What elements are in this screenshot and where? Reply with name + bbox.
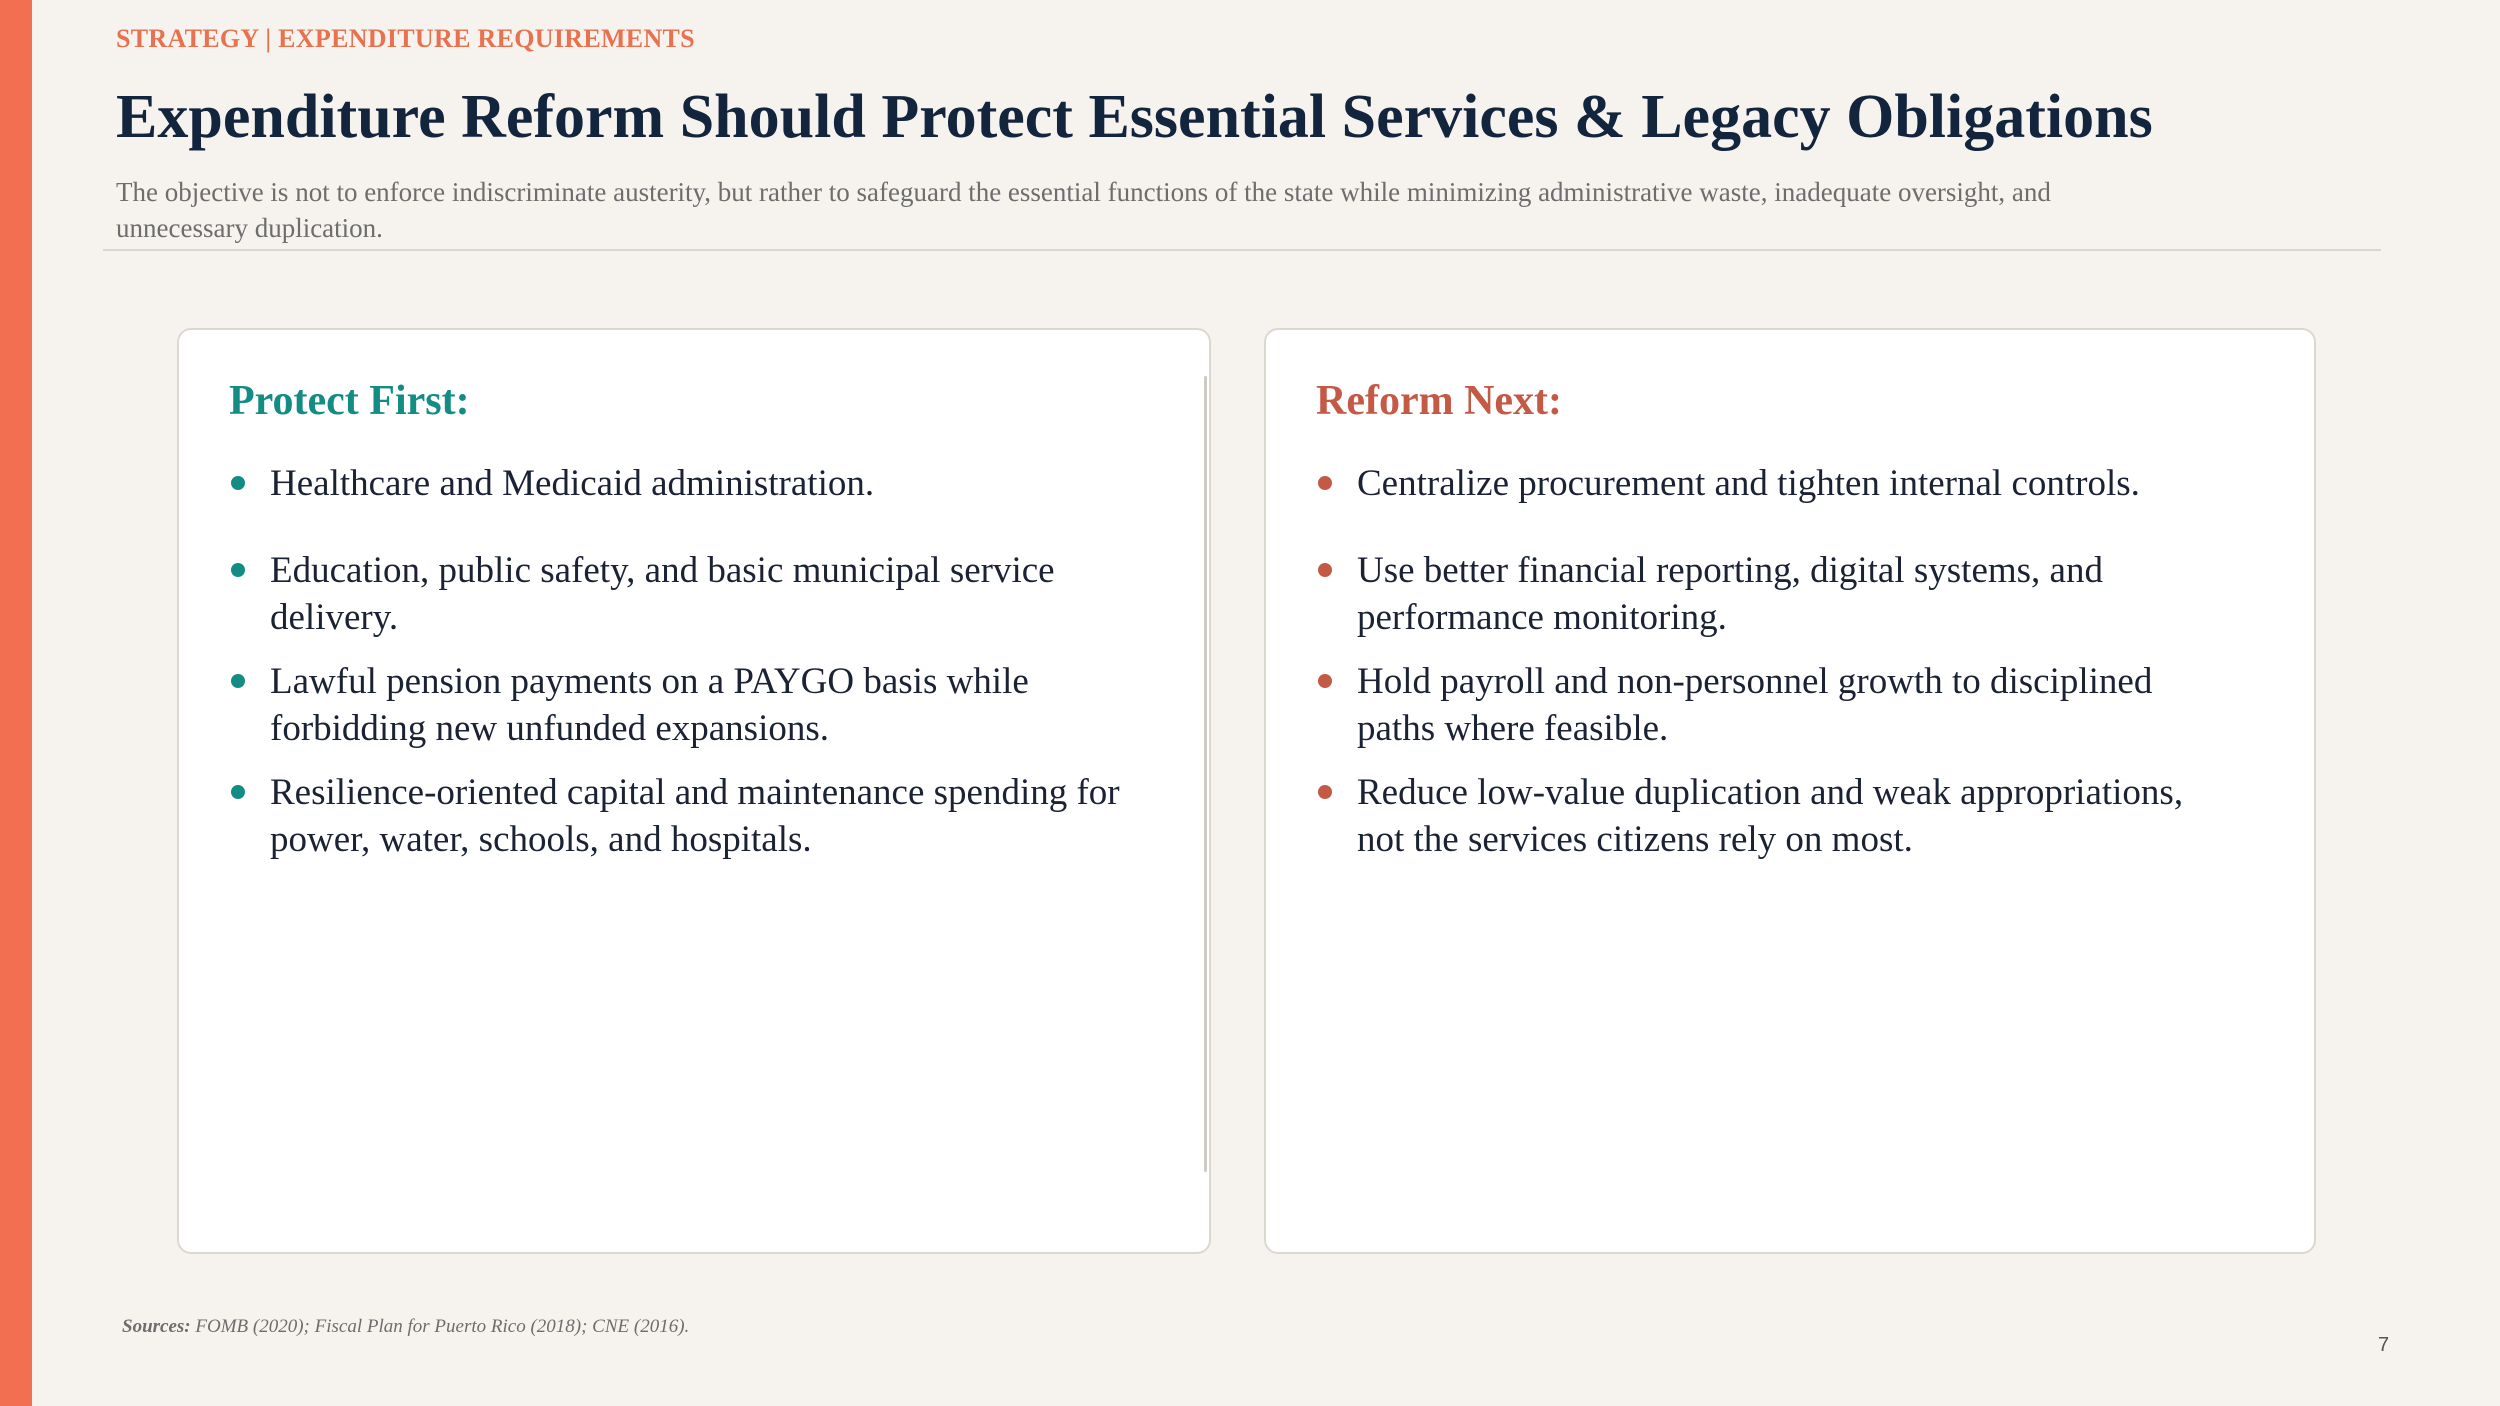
- bullet-dot-icon: [231, 674, 245, 688]
- list-item: [1316, 547, 2236, 641]
- protect-first-card: [177, 328, 1211, 1254]
- bullet-dot-icon: [231, 563, 245, 577]
- protect-first-list: [229, 460, 1149, 880]
- bullet-dot-icon: [231, 476, 245, 490]
- bullet-dot-icon: [1318, 674, 1332, 688]
- list-item-text: Resilience-oriented capital and maintenance spending for power, water, schools, and hospitals.: [270, 772, 1120, 860]
- bullet-dot-icon: [1318, 785, 1332, 799]
- accent-bar: [0, 0, 32, 1406]
- page-number: 7: [2378, 1334, 2390, 1356]
- list-item-text: Centralize procurement and tighten internal controls.: [1357, 463, 2140, 504]
- list-item-text: Education, public safety, and basic municipal service delivery.: [270, 550, 1055, 638]
- list-item: [1316, 658, 2236, 752]
- header-divider: [103, 249, 2381, 251]
- list-item: [1316, 460, 2236, 507]
- reform-next-card: [1264, 328, 2316, 1254]
- list-item: [1316, 769, 2236, 863]
- bullet-dot-icon: [1318, 476, 1332, 490]
- bullet-dot-icon: [1318, 563, 1332, 577]
- list-item: [229, 769, 1149, 863]
- card-scrollbar[interactable]: [1204, 376, 1207, 1172]
- slide-subtitle: The objective is not to enforce indiscriminate austerity, but rather to safeguard the essential functions of the state while minimizing administrative waste, inadequate oversight, and unnecessary duplication.: [116, 177, 2051, 243]
- bullet-dot-icon: [231, 785, 245, 799]
- list-item-text: Healthcare and Medicaid administration.: [270, 463, 875, 504]
- reform-next-heading: Reform Next:: [1316, 378, 1563, 424]
- list-item-text: Use better financial reporting, digital systems, and performance monitoring.: [1357, 550, 2103, 638]
- list-item: [229, 460, 1149, 507]
- sources-label: Sources:: [122, 1316, 191, 1337]
- list-item: [229, 658, 1149, 752]
- list-item-text: Hold payroll and non-personnel growth to disciplined paths where feasible.: [1357, 661, 2153, 749]
- sources-text: FOMB (2020); Fiscal Plan for Puerto Rico (2018); CNE (2016).: [190, 1316, 690, 1337]
- sources-note: [122, 1316, 689, 1338]
- slide-title: Expenditure Reform Should Protect Essential Services & Legacy Obligations: [116, 83, 2153, 151]
- list-item: [229, 547, 1149, 641]
- section-eyebrow: STRATEGY | EXPENDITURE REQUIREMENTS: [116, 24, 695, 53]
- list-item-text: Reduce low-value duplication and weak appropriations, not the services citizens rely on most.: [1357, 772, 2184, 860]
- reform-next-list: [1316, 460, 2236, 880]
- list-item-text: Lawful pension payments on a PAYGO basis while forbidding new unfunded expansions.: [270, 661, 1029, 749]
- protect-first-heading: Protect First:: [229, 378, 470, 424]
